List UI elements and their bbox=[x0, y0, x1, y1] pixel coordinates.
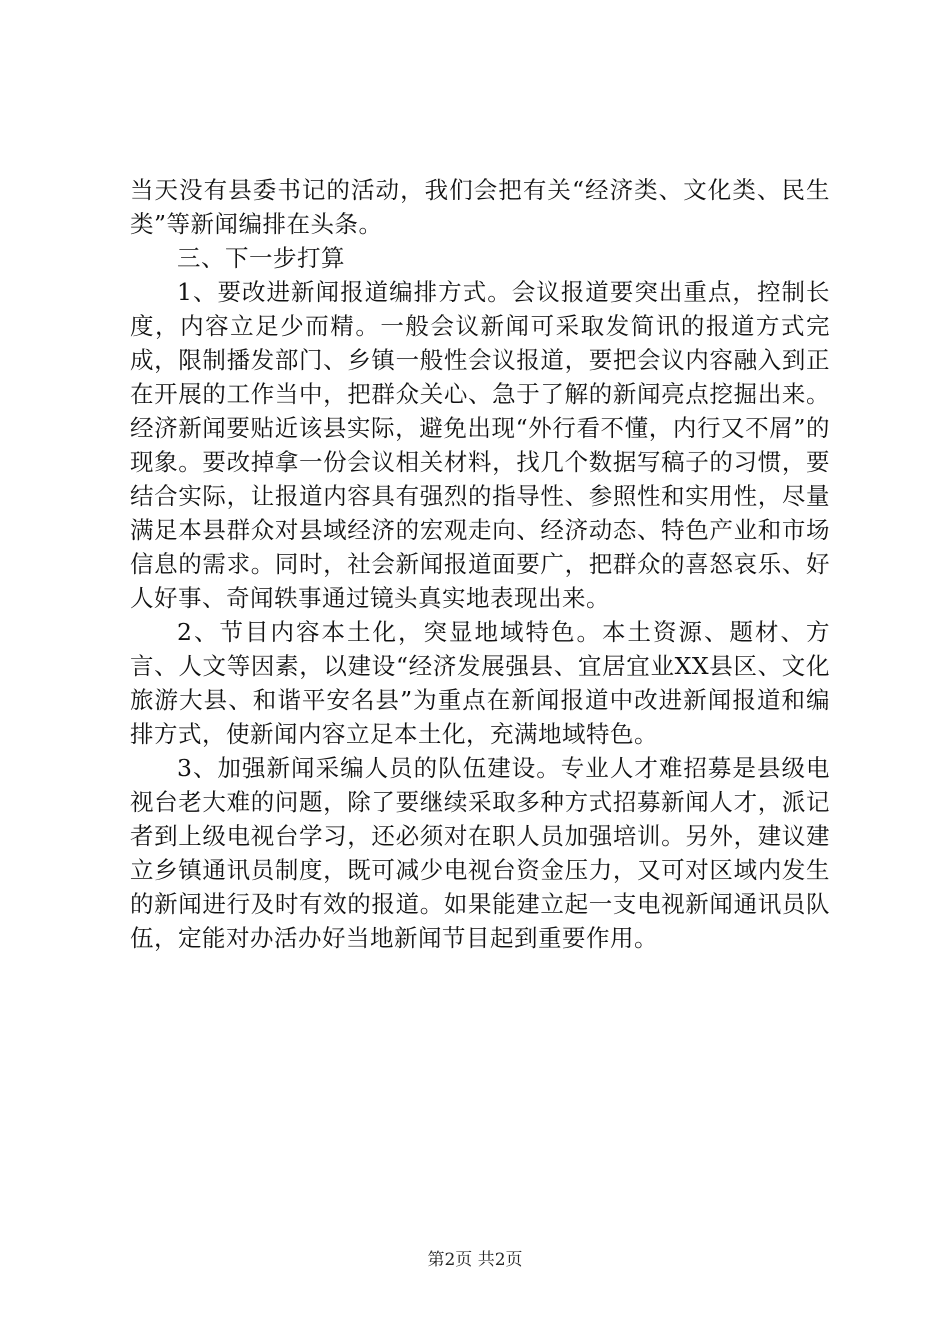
page-number-footer: 第2页 共2页 bbox=[427, 1250, 523, 1270]
paragraph-item-2: 2、节目内容本土化，突显地域特色。本土资源、题材、方言、人文等因素，以建设“经济发展强县、宜居宜业XX县区、文化旅游大县、和谐平安名县”为重点在新闻报道中改进新闻报道和编排方式，使新闻内容立足本土化，充满地域特色。 bbox=[130, 618, 830, 748]
document-body bbox=[130, 173, 830, 955]
paragraph-item-1: 1、要改进新闻报道编排方式。会议报道要突出重点，控制长度，内容立足少而精。一般会议新闻可采取发简讯的报道方式完成，限制播发部门、乡镇一般性会议报道，要把会议内容融入到正在开展的工作当中，把群众关心、急于了解的新闻亮点挖掘出来。经济新闻要贴近该县实际，避免出现“外行看不懂，内行又不屑”的现象。要改掉拿一份会议相关材料，找几个数据写稿子的习惯，要结合实际，让报道内容具有强烈的指导性、参照性和实用性，尽量满足本县群众对县域经济的宏观走向、经济动态、特色产业和市场信息的需求。同时，社会新闻报道面要广，把群众的喜怒哀乐、好人好事、奇闻轶事通过镜头真实地表现出来。 bbox=[130, 278, 830, 612]
paragraph-continuation: 当天没有县委书记的活动，我们会把有关“经济类、文化类、民生类”等新闻编排在头条。 bbox=[130, 176, 830, 238]
paragraph-item-3: 3、加强新闻采编人员的队伍建设。专业人才难招募是县级电视台老大难的问题，除了要继续采取多种方式招募新闻人才，派记者到上级电视台学习，还必须对在职人员加强培训。另外，建议建立乡镇通讯员制度，既可减少电视台资金压力，又可对区域内发生的新闻进行及时有效的报道。如果能建立起一支电视新闻通讯员队伍，定能对办活办好当地新闻节目起到重要作用。 bbox=[130, 754, 830, 952]
section-heading-next-steps: 三、下一步打算 bbox=[177, 244, 345, 272]
